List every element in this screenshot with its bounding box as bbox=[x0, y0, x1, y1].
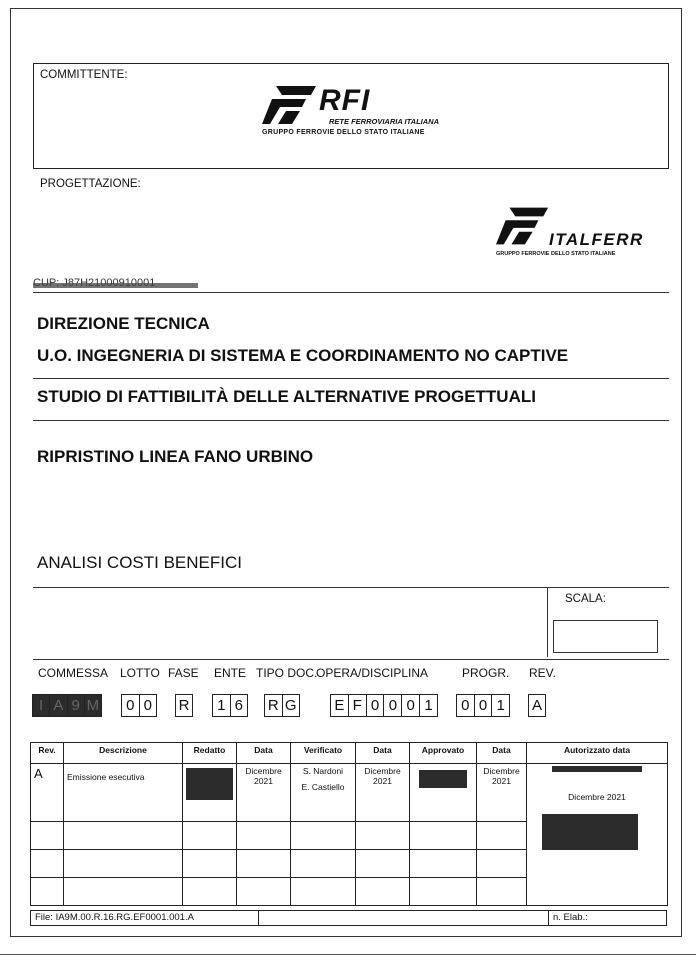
ripristino-heading: RIPRISTINO LINEA FANO URBINO bbox=[37, 447, 314, 466]
rfi-subtitle: RETE FERROVIARIA ITALIANA bbox=[329, 117, 439, 126]
tipo-doc-code bbox=[264, 694, 300, 717]
code-char: 1 bbox=[419, 695, 437, 716]
data-cell: Dicembre 2021 bbox=[477, 764, 527, 822]
scala-label: SCALA: bbox=[565, 593, 606, 605]
bottom-rule bbox=[0, 954, 696, 955]
divider bbox=[547, 587, 548, 657]
column-header: Approvato bbox=[410, 743, 477, 764]
rfi-name: RFI bbox=[319, 84, 371, 117]
ente-code bbox=[212, 694, 248, 717]
divider bbox=[33, 420, 669, 421]
code-char: R bbox=[267, 697, 279, 714]
column-header: Autorizzato data bbox=[527, 743, 668, 764]
lotto-label: LOTTO bbox=[120, 666, 160, 680]
redacted-signature bbox=[542, 814, 638, 850]
code-char: 0 bbox=[401, 695, 419, 716]
italferr-name: ITALFERR bbox=[549, 230, 644, 249]
verificato-name: E. Castiello bbox=[301, 782, 345, 792]
n-elab-label: n. Elab.: bbox=[553, 912, 588, 923]
rfi-group: GRUPPO FERROVIE DELLO STATO ITALIANE bbox=[262, 129, 425, 136]
fs-logo-icon bbox=[496, 204, 550, 248]
code-char: 0 bbox=[461, 697, 470, 714]
revision-table bbox=[30, 742, 668, 906]
file-name: File: IA9M.00.R.16.RG.EF0001.001.A bbox=[35, 912, 194, 923]
uo-heading: U.O. INGEGNERIA DI SISTEMA E COORDINAMENTO NO CAPTIVE bbox=[37, 346, 569, 365]
descrizione-cell: Emissione esecutiva bbox=[64, 764, 183, 822]
divider bbox=[33, 659, 669, 660]
fase-code bbox=[175, 694, 193, 717]
divider bbox=[548, 911, 549, 925]
divider bbox=[33, 378, 669, 379]
direzione-heading: DIREZIONE TECNICA bbox=[37, 314, 210, 333]
redacted-signature bbox=[419, 770, 467, 788]
verificato-cell bbox=[291, 764, 356, 822]
column-header: Data bbox=[237, 743, 291, 764]
fase-label: FASE bbox=[168, 666, 199, 680]
fs-logo-icon bbox=[262, 84, 318, 126]
opera-code bbox=[330, 694, 438, 717]
rev-code bbox=[528, 694, 546, 717]
code-char: A bbox=[531, 697, 542, 714]
rfi-logo bbox=[262, 84, 482, 138]
code-char: I bbox=[39, 697, 44, 714]
code-char: 1 bbox=[217, 697, 226, 714]
code-char: 0 bbox=[126, 697, 135, 714]
code-char: E bbox=[334, 697, 345, 714]
table-row bbox=[31, 764, 668, 822]
commessa-code bbox=[32, 694, 102, 717]
redacted-name bbox=[552, 766, 642, 772]
rev-label: REV. bbox=[529, 666, 556, 680]
scala-box bbox=[553, 620, 658, 653]
table-header-row bbox=[31, 743, 668, 764]
verificato-name: S. Nardoni bbox=[302, 766, 344, 776]
opera-label: OPERA/DISCIPLINA bbox=[316, 666, 429, 680]
column-header: Data bbox=[356, 743, 410, 764]
progr-code bbox=[456, 694, 510, 717]
rev-cell: A bbox=[31, 764, 64, 822]
italferr-logo bbox=[496, 204, 656, 260]
progr-label: PROGR. bbox=[462, 666, 510, 680]
code-char: 1 bbox=[491, 695, 509, 716]
autorizzato-date: Dicembre 2021 bbox=[568, 792, 626, 802]
studio-heading: STUDIO DI FATTIBILITÀ DELLE ALTERNATIVE PROGETTUALI bbox=[37, 387, 536, 406]
column-header: Data bbox=[477, 743, 527, 764]
data-cell: Dicembre 2021 bbox=[356, 764, 410, 822]
column-header: Rev. bbox=[31, 743, 64, 764]
code-char: 0 bbox=[366, 695, 384, 716]
lotto-code bbox=[121, 694, 157, 717]
committente-label: COMMITTENTE: bbox=[40, 69, 128, 81]
approvato-cell bbox=[410, 764, 477, 822]
code-char: G bbox=[282, 695, 300, 716]
code-char: F bbox=[348, 695, 366, 716]
column-header: Descrizione bbox=[64, 743, 183, 764]
redatto-cell bbox=[183, 764, 237, 822]
column-header: Verificato bbox=[291, 743, 356, 764]
divider bbox=[258, 911, 259, 925]
code-char: R bbox=[178, 697, 190, 714]
tipo-doc-label: TIPO DOC. bbox=[256, 666, 318, 680]
commessa-label: COMMESSA bbox=[38, 666, 109, 680]
column-header: Redatto bbox=[183, 743, 237, 764]
progettazione-label: PROGETTAZIONE: bbox=[40, 178, 141, 190]
data-cell: Dicembre 2021 bbox=[237, 764, 291, 822]
code-char: 9 bbox=[67, 695, 84, 716]
code-char: 0 bbox=[139, 695, 157, 716]
ente-label: ENTE bbox=[214, 666, 247, 680]
code-char: M bbox=[84, 695, 101, 716]
italferr-group: GRUPPO FERROVIE DELLO STATO ITALIANE bbox=[496, 251, 616, 257]
code-char: 0 bbox=[474, 695, 492, 716]
document-title: ANALISI COSTI BENEFICI bbox=[37, 553, 242, 572]
code-char: A bbox=[49, 695, 66, 716]
cup-strike bbox=[33, 283, 198, 288]
footer-box bbox=[30, 910, 667, 926]
divider bbox=[33, 292, 669, 293]
code-char: 0 bbox=[383, 695, 401, 716]
code-char: 6 bbox=[230, 695, 248, 716]
redacted-signature bbox=[186, 768, 233, 800]
autorizzato-cell bbox=[527, 764, 668, 906]
